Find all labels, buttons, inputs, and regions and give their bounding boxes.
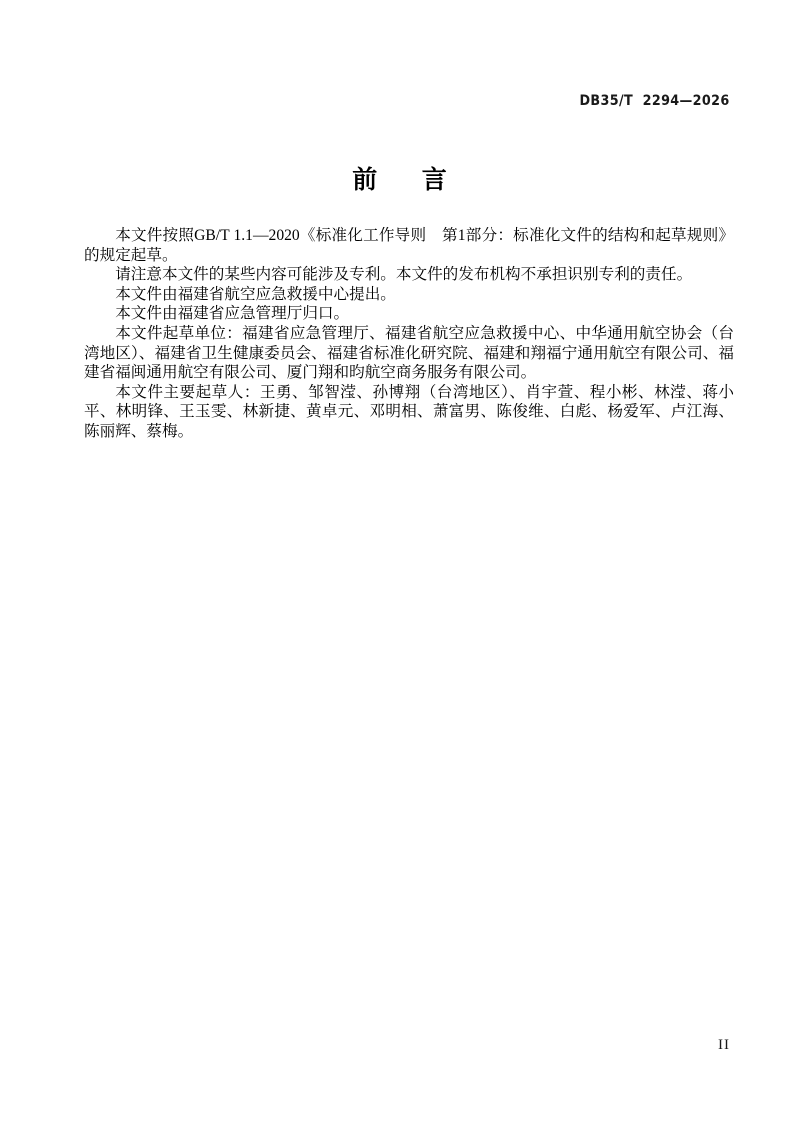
foreword-body [84, 226, 734, 442]
page-footer [70, 1036, 730, 1054]
paragraph-administered-by: 本文件由福建省应急管理厅归口。 [115, 305, 350, 323]
paragraph-main-drafters: 本文件主要起草人：王勇、邹智滢、孙博翔（台湾地区）、肖宇萱、程小彬、林滢、蒋小平、林明锋、王玉雯、林新捷、黄卓元、邓明相、萧富男、陈俊维、白彪、杨爱军、卢江海、陈丽辉、蔡梅。 [84, 383, 734, 440]
paragraph-scope-basis: 本文件按照GB/T 1.1—2020《标准化工作导则 第1部分：标准化文件的结构和起草规则》的规定起草。 [84, 227, 734, 264]
paragraph-patent-notice: 请注意本文件的某些内容可能涉及专利。本文件的发布机构不承担识别专利的责任。 [115, 266, 693, 284]
page-number: II [718, 1037, 730, 1053]
paragraph-proposed-by: 本文件由福建省航空应急救援中心提出。 [115, 285, 396, 303]
paragraph-drafting-units: 本文件起草单位：福建省应急管理厅、福建省航空应急救援中心、中华通用航空协会（台湾地区）、福建省卫生健康委员会、福建省标准化研究院、福建和翔福宁通用航空有限公司、福建省福闽通用航空有限公司、厦门翔和昀航空商务服务有限公司。 [84, 324, 734, 382]
standard-number-label: DB35/T 2294—2026 [579, 93, 730, 109]
running-header [70, 92, 730, 114]
page-title: 前 言 [352, 167, 448, 194]
